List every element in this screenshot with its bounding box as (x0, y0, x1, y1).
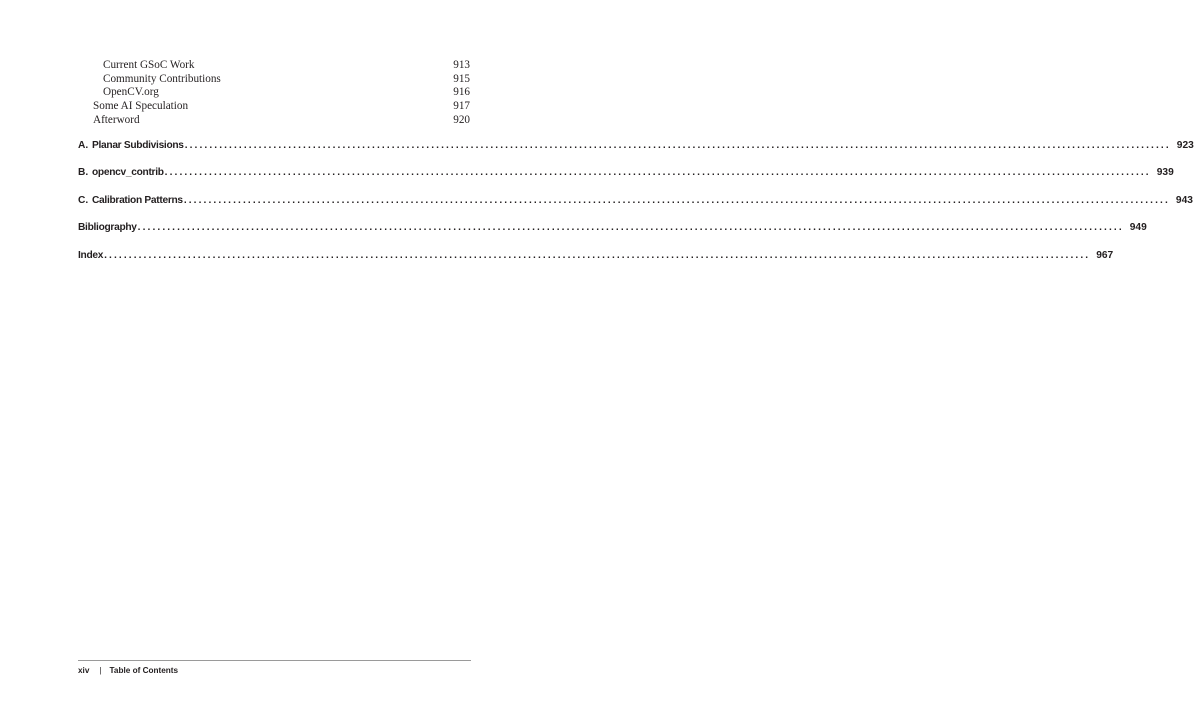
toc-entry-page: 916 (453, 86, 470, 98)
toc-appendix-entry[interactable] (78, 193, 1193, 208)
footer-page-number: xiv (78, 666, 90, 675)
toc-entry-title: Calibration Patterns (92, 195, 183, 206)
dot-leader: ........................................................................................................................................................................................................ (183, 195, 1170, 206)
dot-leader: ........................................................................................................................................................................................................ (164, 167, 1151, 178)
dot-leader: ........................................................................................................................................................................................................ (104, 250, 1091, 261)
toc-bibliography-entry[interactable] (78, 220, 1147, 235)
toc-index-entry[interactable] (78, 248, 1114, 263)
toc-entry-title: Afterword (93, 114, 140, 126)
dot-leader: ........................................................................................................................................................................................................ (184, 140, 1171, 151)
toc-entry-title: Community Contributions (103, 73, 221, 85)
toc-entry-title: opencv_contrib (92, 167, 164, 178)
toc-entry-page: 917 (453, 100, 470, 112)
page-footer (78, 664, 178, 677)
toc-entry-title: Some AI Speculation (93, 100, 189, 112)
toc-sub-entry[interactable] (0, 99, 470, 113)
footer-divider (78, 660, 471, 661)
toc-entry-title: OpenCV.org (103, 86, 159, 98)
toc-entry-page: 913 (453, 59, 470, 71)
toc-entry-page: 920 (453, 114, 470, 126)
footer-section-title: Table of Contents (109, 666, 179, 675)
appendix-letter: B. (78, 167, 89, 178)
toc-entry-title: Planar Subdivisions (92, 140, 184, 151)
toc-entry-page: 943 (1175, 195, 1193, 206)
toc-appendix-entry[interactable] (78, 138, 1194, 153)
appendix-letter: A. (78, 140, 89, 151)
toc-entry-page: 939 (1156, 167, 1174, 178)
toc-sub-entry[interactable] (0, 85, 470, 99)
toc-entry-page: 967 (1096, 250, 1114, 261)
toc-sub-entry[interactable] (0, 58, 470, 72)
appendix-letter: C. (78, 195, 89, 206)
toc-sub-entry[interactable] (0, 113, 470, 127)
toc-entry-title: Current GSoC Work (103, 59, 195, 71)
toc-entry-page: 949 (1129, 222, 1147, 233)
footer-separator: | (99, 666, 102, 675)
toc-sub-entry[interactable] (0, 72, 470, 86)
toc-appendix-entry[interactable] (78, 165, 1174, 180)
toc-entry-page: 923 (1176, 140, 1194, 151)
toc-entry-title: Bibliography (78, 222, 137, 233)
toc-entry-title: Index (78, 250, 104, 261)
toc-entry-page: 915 (453, 73, 470, 85)
dot-leader: ........................................................................................................................................................................................................ (137, 222, 1124, 233)
